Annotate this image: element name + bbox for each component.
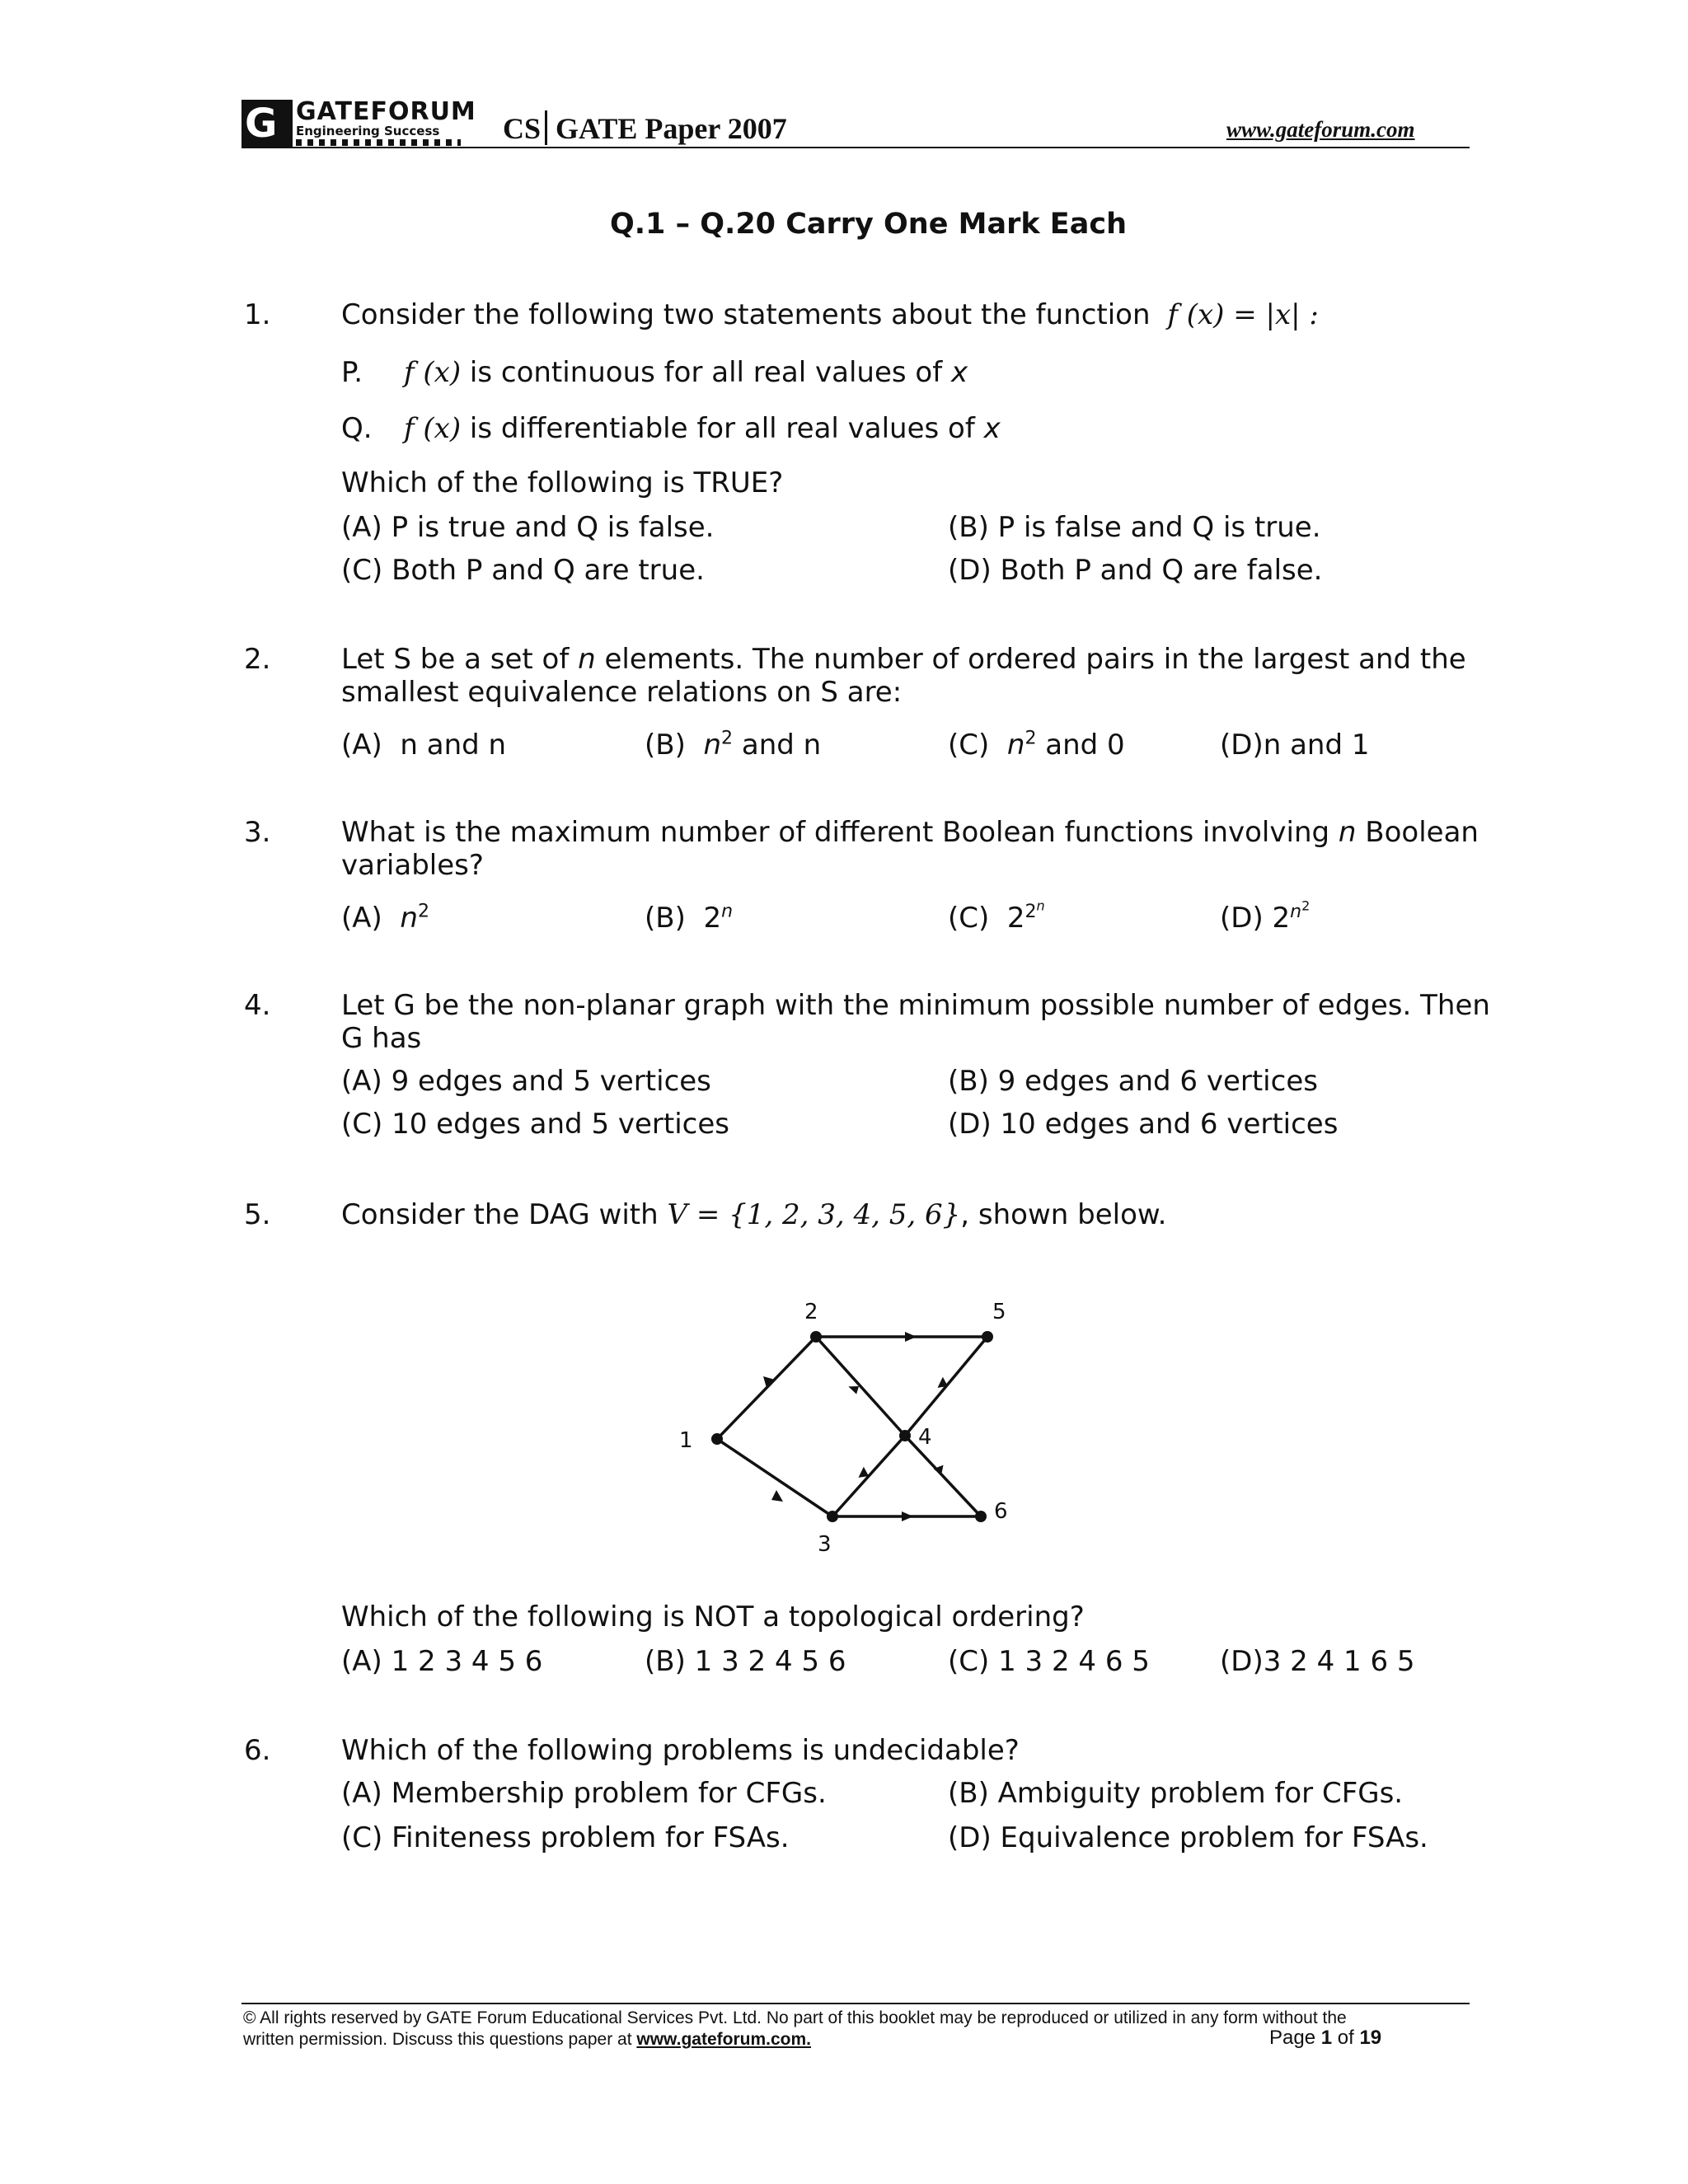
logo-mark [241, 100, 293, 148]
header-website-link[interactable]: www.gateforum.com [1226, 117, 1415, 142]
option-label: (B) [645, 729, 686, 762]
option-label: (A) [341, 902, 382, 935]
page-of: of [1337, 2027, 1354, 2049]
footer-rule [241, 2003, 1470, 2004]
stem-math: f (x) = |x| : [1167, 298, 1319, 331]
dag-label-6: 6 [994, 1499, 1008, 1524]
logo-letter: G [245, 101, 278, 147]
option-exponent-2: 2 [1301, 898, 1311, 914]
footer-permission-text: written permission. Discuss this questions paper at [243, 2030, 632, 2049]
stem-var: n [578, 643, 596, 676]
stem-text: Consider the DAG with [341, 1198, 659, 1231]
option-label: (D) [1220, 902, 1264, 935]
statement-var: x [951, 356, 968, 389]
page-current: 1 [1320, 2027, 1333, 2049]
question-number: 4. [244, 989, 271, 1022]
answer-option-a[interactable] [341, 729, 506, 762]
dag-label-3: 3 [818, 1532, 832, 1557]
dag-edge-2-4 [816, 1337, 905, 1436]
statement-text [404, 356, 968, 389]
answer-option-d[interactable] [1220, 898, 1311, 935]
question-number: 3. [244, 816, 271, 849]
answer-option-d[interactable]: (D) Equivalence problem for FSAs. [948, 1821, 1428, 1854]
answer-option-b[interactable] [645, 729, 821, 762]
statement-body: is continuous for all real values of [469, 356, 943, 389]
logo-name: GATEFORUM [296, 97, 476, 126]
dag-node-2 [810, 1331, 822, 1343]
section-title: Q.1 – Q.20 Carry One Mark Each [610, 208, 1127, 241]
answer-option-b[interactable]: (B) 1 3 2 4 5 6 [645, 1645, 846, 1678]
stem-text: Consider the following two statements about the function [341, 298, 1151, 331]
dag-label-5: 5 [992, 1300, 1006, 1324]
answer-option-d[interactable]: (D) 10 edges and 6 vertices [948, 1108, 1339, 1141]
question-stem [341, 298, 1319, 331]
footer-copyright: © All rights reserved by GATE Forum Educational Services Pvt. Ltd. No part of this booklet may be reproduced or utilized in any form without the [243, 2008, 1347, 2027]
option-exponent-2: n [1036, 898, 1045, 914]
footer-permission [243, 2029, 811, 2050]
paper-name: GATE Paper 2007 [556, 112, 787, 145]
question-number: 6. [244, 1734, 271, 1767]
option-exponent: 2 [1025, 728, 1037, 749]
statement-label: P. [341, 356, 363, 389]
dag-arrow [933, 1462, 946, 1475]
question-prompt: Which of the following is NOT a topological ordering? [341, 1601, 1085, 1633]
question-number: 1. [244, 298, 271, 331]
stem-text: What is the maximum number of different Boolean functions involving [341, 816, 1330, 849]
answer-option-a[interactable]: (A) P is true and Q is false. [341, 511, 715, 544]
header-rule [241, 147, 1470, 148]
stem-math: V = {1, 2, 3, 4, 5, 6} [667, 1198, 961, 1231]
stem-text: , shown below. [960, 1198, 1167, 1231]
answer-option-a[interactable] [341, 902, 429, 935]
dag-arrow [905, 1332, 917, 1342]
option-text: n and n [400, 729, 507, 762]
answer-option-b[interactable] [645, 902, 733, 935]
option-base: n [1006, 729, 1025, 762]
option-label: (D) [1220, 729, 1264, 762]
statement-math: f (x) [404, 356, 462, 389]
dag-arrow [771, 1490, 783, 1502]
question-prompt: Which of the following is TRUE? [341, 466, 784, 499]
dag-label-2: 2 [804, 1300, 818, 1324]
dag-edge-1-3 [717, 1439, 832, 1516]
option-base: n [400, 902, 418, 935]
option-exponent: n [721, 901, 734, 922]
answer-option-c[interactable]: (C) 1 3 2 4 6 5 [948, 1645, 1150, 1678]
dag-node-6 [975, 1511, 987, 1522]
option-text: n and 1 [1263, 729, 1370, 762]
answer-option-c[interactable]: (C) Both P and Q are true. [341, 554, 705, 587]
answer-option-d[interactable]: (D)3 2 4 1 6 5 [1220, 1645, 1415, 1678]
stem-text: Boolean [1365, 816, 1479, 849]
option-exponent: 2 [721, 728, 734, 749]
footer-website-link[interactable]: www.gateforum.com. [636, 2030, 811, 2049]
dag-node-1 [711, 1433, 723, 1445]
question-stem-continued: smallest equivalence relations on S are: [341, 676, 903, 709]
question-number: 2. [244, 643, 271, 676]
statement-math: f (x) [404, 412, 462, 445]
question-stem-continued: G has [341, 1022, 422, 1055]
answer-option-d[interactable] [1220, 729, 1369, 762]
answer-option-d[interactable]: (D) Both P and Q are false. [948, 554, 1323, 587]
statement-text [404, 412, 1001, 445]
option-base: 2 [1272, 902, 1291, 935]
stem-text: elements. The number of ordered pairs in the largest and the [604, 643, 1466, 676]
option-label: (C) [948, 729, 990, 762]
dag-node-4 [899, 1430, 911, 1441]
statement-body: is differentiable for all real values of [469, 412, 975, 445]
page-total: 19 [1359, 2027, 1382, 2049]
question-stem-continued: variables? [341, 849, 484, 882]
answer-option-a[interactable]: (A) Membership problem for CFGs. [341, 1777, 827, 1810]
option-exponent: n [1290, 901, 1302, 922]
question-number: 5. [244, 1198, 271, 1231]
option-base: n [703, 729, 722, 762]
page-prefix: Page [1269, 2027, 1316, 2049]
answer-option-a[interactable]: (A) 9 edges and 5 vertices [341, 1065, 711, 1098]
answer-option-c[interactable]: (C) Finiteness problem for FSAs. [341, 1821, 790, 1854]
gateforum-logo [241, 97, 476, 148]
header-separator [545, 110, 547, 145]
dag-edge-4-6 [905, 1436, 981, 1516]
answer-option-a[interactable]: (A) 1 2 3 4 5 6 [341, 1645, 543, 1678]
paper-subject: CS [503, 112, 542, 145]
option-label: (B) [645, 902, 686, 935]
stem-text: Let S be a set of [341, 643, 570, 676]
logo-dots [296, 139, 461, 146]
dag-label-4: 4 [918, 1425, 932, 1450]
question-stem [341, 643, 1466, 676]
dag-label-1: 1 [679, 1428, 693, 1453]
option-label: (A) [341, 729, 382, 762]
stem-var: n [1338, 816, 1357, 849]
question-stem: Let G be the non-planar graph with the minimum possible number of edges. Then [341, 989, 1490, 1022]
question-stem: Which of the following problems is undecidable? [341, 1734, 1020, 1767]
statement-label: Q. [341, 412, 373, 445]
dag-node-5 [982, 1331, 993, 1343]
option-label: (C) [948, 902, 990, 935]
option-exponent: 2 [1025, 901, 1037, 922]
option-base: 2 [703, 902, 722, 935]
page-indicator [1269, 2027, 1381, 2049]
answer-option-b[interactable]: (B) P is false and Q is true. [948, 511, 1321, 544]
logo-tagline: Engineering Success [296, 124, 440, 138]
question-stem [341, 816, 1479, 849]
statement-var: x [983, 412, 1001, 445]
option-text: and 0 [1045, 729, 1125, 762]
dag-diagram [643, 1286, 1039, 1566]
dag-arrow [902, 1511, 913, 1521]
answer-option-b[interactable]: (B) 9 edges and 6 vertices [948, 1065, 1318, 1098]
answer-option-c[interactable] [948, 898, 1045, 935]
option-text: and n [741, 729, 822, 762]
option-exponent: 2 [417, 901, 429, 922]
answer-option-c[interactable]: (C) 10 edges and 5 vertices [341, 1108, 730, 1141]
answer-option-b[interactable]: (B) Ambiguity problem for CFGs. [948, 1777, 1404, 1810]
answer-option-c[interactable] [948, 729, 1125, 762]
dag-node-3 [827, 1511, 838, 1522]
option-base: 2 [1006, 902, 1025, 935]
question-stem [341, 1198, 1166, 1231]
